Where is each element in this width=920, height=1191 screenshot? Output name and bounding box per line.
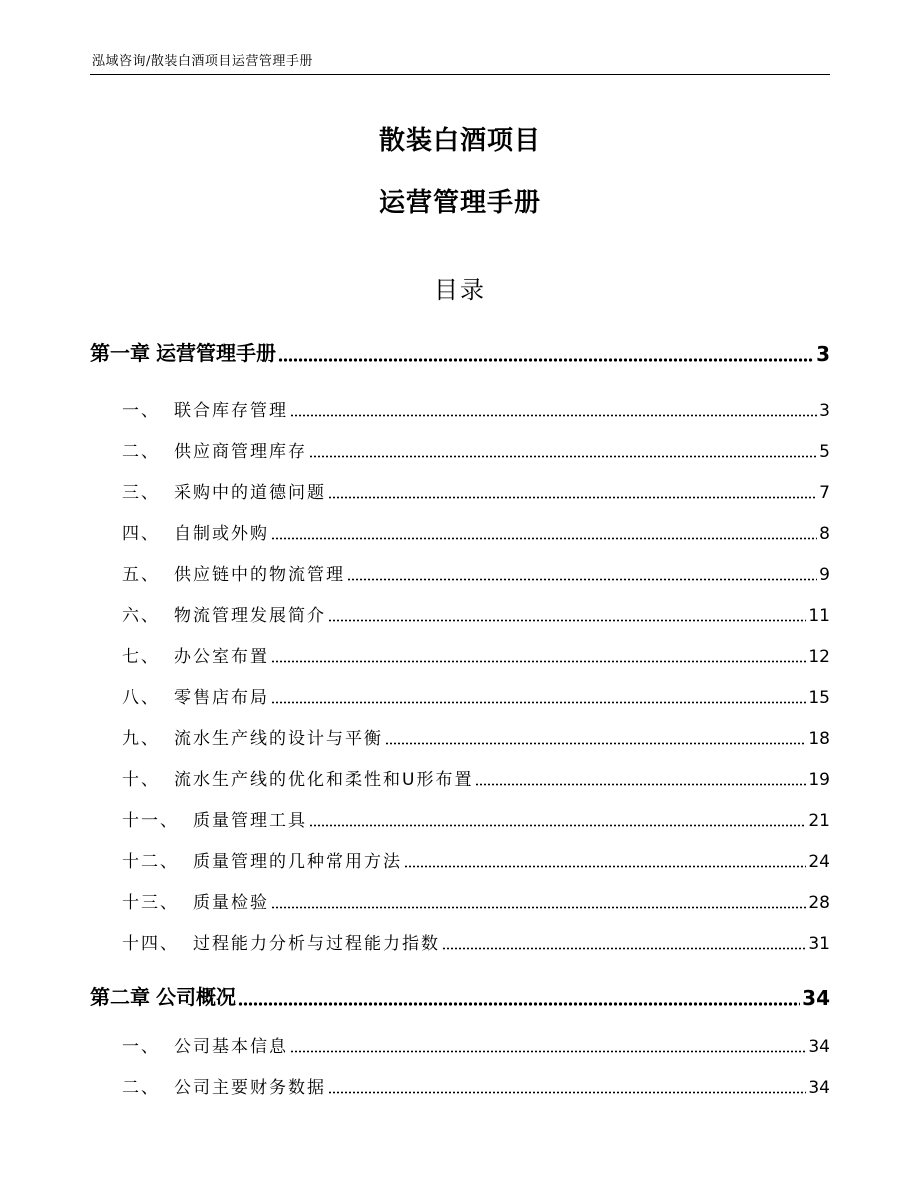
toc-leader-dots xyxy=(271,906,806,909)
toc-entry-number: 四、 xyxy=(122,524,160,544)
toc-entry-label xyxy=(122,1073,326,1098)
toc-entry-label xyxy=(122,601,326,626)
toc-entry-text: 零售店布局 xyxy=(174,688,269,708)
toc-entry-text: 运营管理手册 xyxy=(156,341,276,365)
toc-leader-dots xyxy=(271,660,806,663)
toc-entry-text: 质量管理工具 xyxy=(193,811,307,831)
toc-leader-dots xyxy=(309,824,806,827)
toc-chapter-entry[interactable] xyxy=(90,981,830,1010)
toc-heading: 目录 xyxy=(434,276,486,304)
toc-leader-dots xyxy=(328,1091,806,1094)
toc-section-entry[interactable] xyxy=(90,683,830,708)
toc-leader-dots xyxy=(238,1002,800,1006)
toc-entry-number: 一、 xyxy=(122,401,160,421)
toc-entry-label xyxy=(122,765,473,790)
toc-section-entry[interactable] xyxy=(90,560,830,585)
toc-section-entry[interactable] xyxy=(90,642,830,667)
toc-entry-number: 十四、 xyxy=(122,934,179,954)
toc-entry-label xyxy=(122,888,269,913)
toc-entry-label xyxy=(122,437,307,462)
toc-entry-number: 二、 xyxy=(122,1078,160,1098)
toc-page-number: 18 xyxy=(808,729,830,749)
toc-entry-number: 十、 xyxy=(122,770,160,790)
toc-entry-text: 联合库存管理 xyxy=(174,401,288,421)
toc-page-number: 9 xyxy=(819,565,830,585)
toc-entry-number: 第一章 xyxy=(90,341,150,365)
toc-leader-dots xyxy=(278,358,814,362)
toc-leader-dots xyxy=(271,537,817,540)
toc-entry-number: 六、 xyxy=(122,606,160,626)
toc-entry-label xyxy=(122,396,288,421)
toc-entry-text: 流水生产线的设计与平衡 xyxy=(174,729,383,749)
toc-entry-number: 七、 xyxy=(122,647,160,667)
toc-entry-label xyxy=(122,806,307,831)
toc-leader-dots xyxy=(328,496,817,499)
toc-entry-number: 十三、 xyxy=(122,893,179,913)
toc-chapter-entry[interactable] xyxy=(90,337,830,366)
toc-leader-dots xyxy=(290,414,817,417)
toc-entry-text: 质量检验 xyxy=(193,893,269,913)
toc-page-number: 7 xyxy=(819,483,830,503)
toc-entry-number: 十二、 xyxy=(122,852,179,872)
toc-entry-label xyxy=(90,337,276,366)
toc-leader-dots xyxy=(385,742,806,745)
toc-section-entry[interactable] xyxy=(90,437,830,462)
toc-leader-dots xyxy=(271,701,806,704)
toc-page-number: 3 xyxy=(816,342,830,366)
toc-entry-number: 十一、 xyxy=(122,811,179,831)
toc-page-number: 12 xyxy=(808,647,830,667)
toc-leader-dots xyxy=(347,578,817,581)
toc-page-number: 8 xyxy=(819,524,830,544)
toc-entry-number: 一、 xyxy=(122,1037,160,1057)
toc-page-number: 19 xyxy=(808,770,830,790)
toc-section-entry[interactable] xyxy=(90,519,830,544)
toc-entry-text: 公司基本信息 xyxy=(174,1037,288,1057)
toc-section-entry[interactable] xyxy=(90,1032,830,1057)
toc-entry-number: 五、 xyxy=(122,565,160,585)
toc-entry-label xyxy=(122,683,269,708)
toc-entry-number: 第二章 xyxy=(90,985,150,1009)
toc-entry-label xyxy=(90,981,236,1010)
toc-section-entry[interactable] xyxy=(90,724,830,749)
toc-entry-label xyxy=(122,847,402,872)
toc-page-number: 34 xyxy=(802,986,830,1010)
toc-entry-label xyxy=(122,560,345,585)
toc-entry-text: 采购中的道德问题 xyxy=(174,483,326,503)
toc-entry-text: 过程能力分析与过程能力指数 xyxy=(193,934,440,954)
toc-page-number: 5 xyxy=(819,442,830,462)
toc-leader-dots xyxy=(475,783,806,786)
toc-page-number: 31 xyxy=(808,934,830,954)
toc-leader-dots xyxy=(328,619,806,622)
toc-entry-label xyxy=(122,519,269,544)
toc-entry-label xyxy=(122,724,383,749)
toc-leader-dots xyxy=(404,865,806,868)
toc-page-number: 15 xyxy=(808,688,830,708)
document-title-line-1: 散装白酒项目 xyxy=(378,126,541,156)
toc-section-entry[interactable] xyxy=(90,396,830,421)
toc-entry-text: 公司主要财务数据 xyxy=(174,1078,326,1098)
toc-section-entry[interactable] xyxy=(90,765,830,790)
toc-section-entry[interactable] xyxy=(90,1073,830,1098)
toc-entry-label xyxy=(122,1032,288,1057)
toc-leader-dots xyxy=(309,455,817,458)
toc-entry-number: 九、 xyxy=(122,729,160,749)
toc-entry-text: 质量管理的几种常用方法 xyxy=(193,852,402,872)
toc-entry-number: 八、 xyxy=(122,688,160,708)
toc-section-entry[interactable] xyxy=(90,888,830,913)
toc-section-entry[interactable] xyxy=(90,929,830,954)
toc-entry-label xyxy=(122,478,326,503)
toc-page-number: 34 xyxy=(808,1078,830,1098)
toc-leader-dots xyxy=(442,947,806,950)
toc-entry-number: 三、 xyxy=(122,483,160,503)
toc-entry-text: 供应链中的物流管理 xyxy=(174,565,345,585)
toc-leader-dots xyxy=(290,1050,806,1053)
toc-page-number: 21 xyxy=(808,811,830,831)
toc-entry-text: 物流管理发展简介 xyxy=(174,606,326,626)
toc-section-entry[interactable] xyxy=(90,601,830,626)
toc-entry-label xyxy=(122,642,269,667)
toc-entry-text: 流水生产线的优化和柔性和U形布置 xyxy=(174,770,474,790)
toc-entry-text: 公司概况 xyxy=(156,985,236,1009)
toc-page-number: 28 xyxy=(808,893,830,913)
toc-entry-text: 自制或外购 xyxy=(174,524,269,544)
running-header: 泓域咨询/散装白酒项目运营管理手册 xyxy=(92,54,313,69)
header-rule xyxy=(90,74,830,75)
toc-entry-number: 二、 xyxy=(122,442,160,462)
toc-section-entry[interactable] xyxy=(90,847,830,872)
toc-page-number: 34 xyxy=(808,1037,830,1057)
toc-page-number: 3 xyxy=(819,401,830,421)
toc-page-number: 24 xyxy=(808,852,830,872)
document-title-line-2: 运营管理手册 xyxy=(378,188,541,218)
toc-section-entry[interactable] xyxy=(90,478,830,503)
toc-entry-text: 供应商管理库存 xyxy=(174,442,307,462)
toc-entry-label xyxy=(122,929,440,954)
toc-page-number: 11 xyxy=(808,606,830,626)
toc-entry-text: 办公室布置 xyxy=(174,647,269,667)
toc-section-entry[interactable] xyxy=(90,806,830,831)
